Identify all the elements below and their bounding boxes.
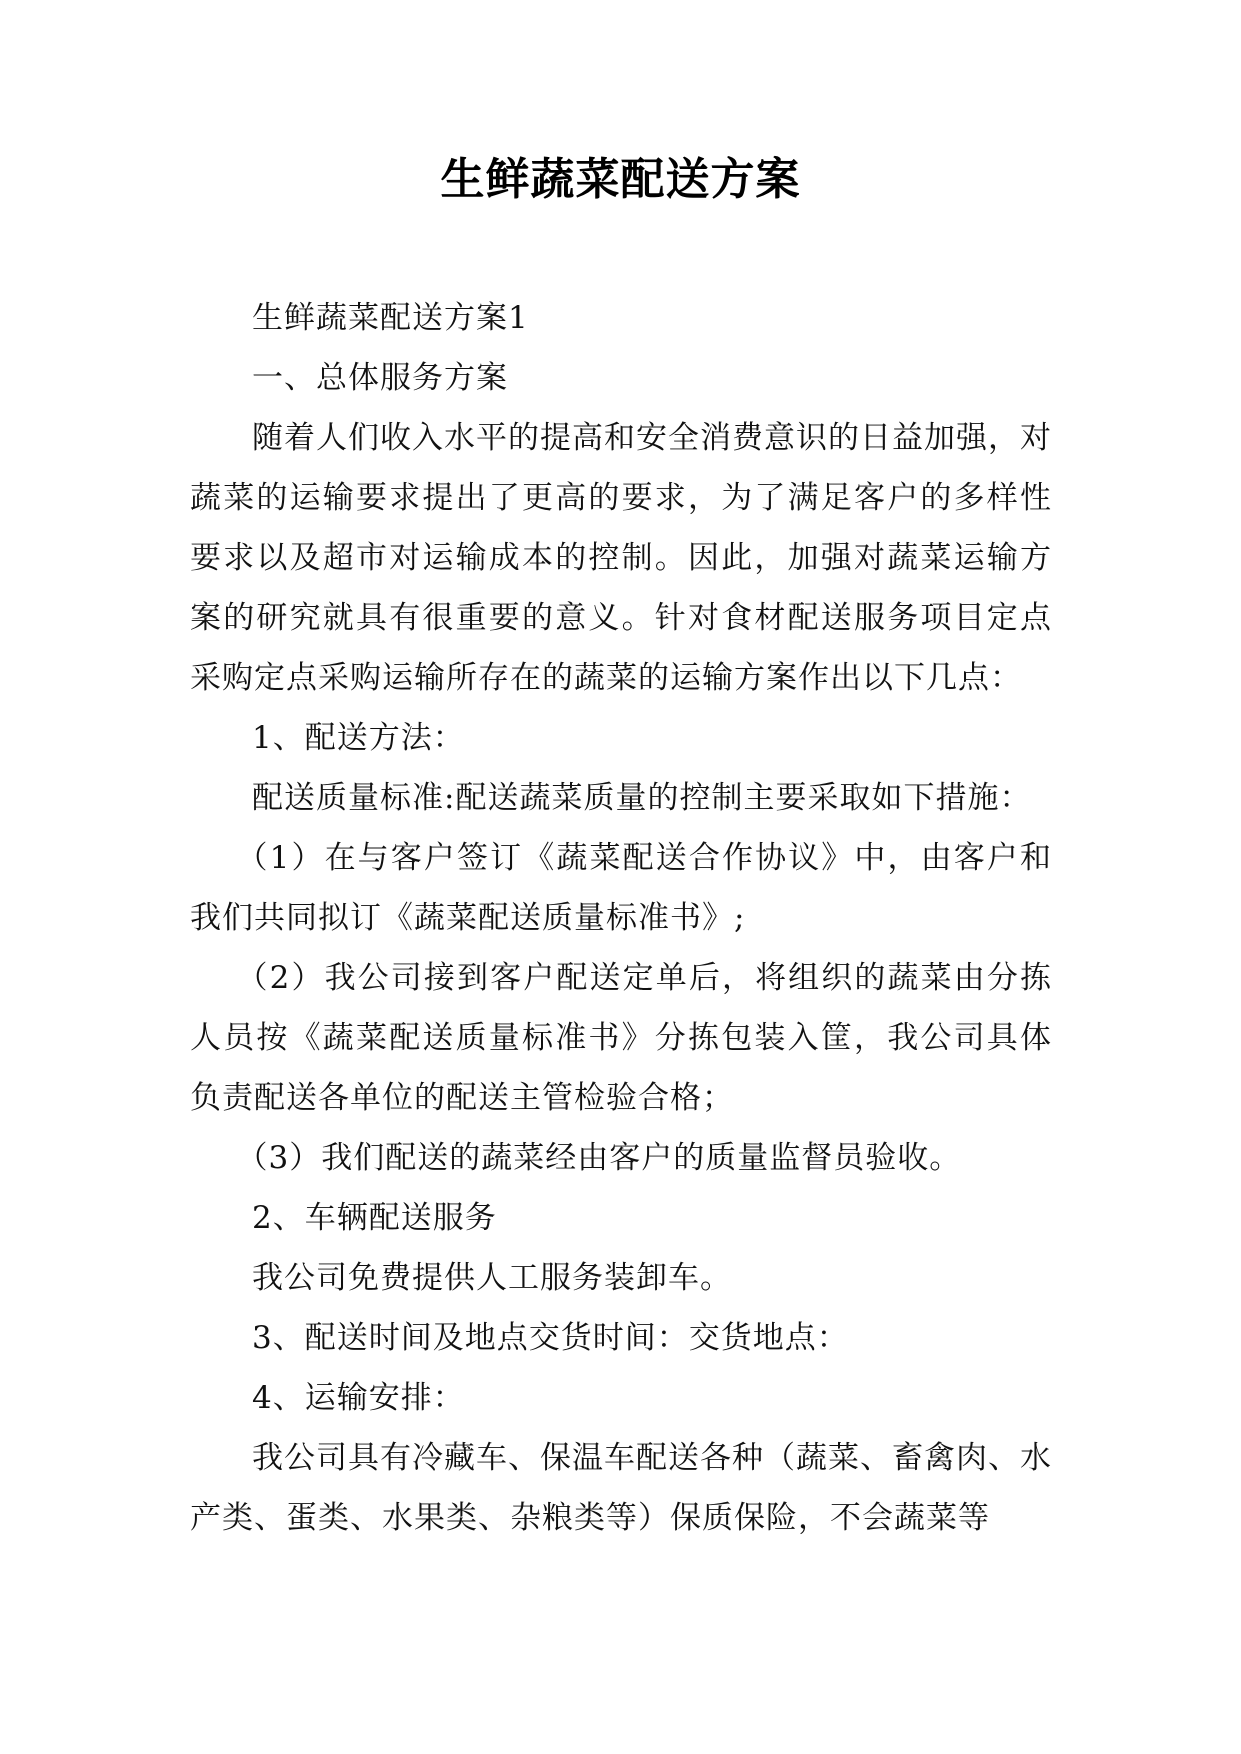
body-paragraph: 我公司免费提供人工服务装卸车。 [252,1260,732,1296]
list-item: （1）在与客户签订《蔬菜配送合作协议》中，由客户和我们共同拟订《蔬菜配送质量标准书》; [190,840,1052,936]
subheading: 3、配送时间及地点交货时间：交货地点： [252,1320,849,1356]
body-paragraph: 我公司具有冷藏车、保温车配送各种（蔬菜、畜禽肉、水产类、蛋类、水果类、杂粮类等）保质保险，不会蔬菜等 [190,1440,1052,1536]
list-item: （3）我们配送的蔬菜经由客户的质量监督员验收。 [236,1140,962,1176]
list-item: （2）我公司接到客户配送定单后，将组织的蔬菜由分拣人员按《蔬菜配送质量标准书》分拣包装入筐，我公司具体负责配送各单位的配送主管检验合格； [190,960,1052,1116]
document-body [190,288,1052,1548]
document-title: 生鲜蔬菜配送方案 [440,154,801,205]
section-heading: 生鲜蔬菜配送方案1 [252,300,529,336]
subheading: 4、运输安排： [252,1380,465,1416]
body-paragraph: 配送质量标准:配送蔬菜质量的控制主要采取如下措施： [252,780,1032,816]
body-paragraph: 随着人们收入水平的提高和安全消费意识的日益加强，对蔬菜的运输要求提出了更高的要求，为了满足客户的多样性要求以及超市对运输成本的控制。因此，加强对蔬菜运输方案的研究就具有很重要的意义。针对食材配送服务项目定点采购定点采购运输所存在的蔬菜的运输方案作出以下几点： [190,420,1052,696]
subheading: 2、车辆配送服务 [252,1200,497,1236]
section-heading: 一、总体服务方案 [252,360,508,396]
subheading: 1、配送方法： [252,720,465,756]
